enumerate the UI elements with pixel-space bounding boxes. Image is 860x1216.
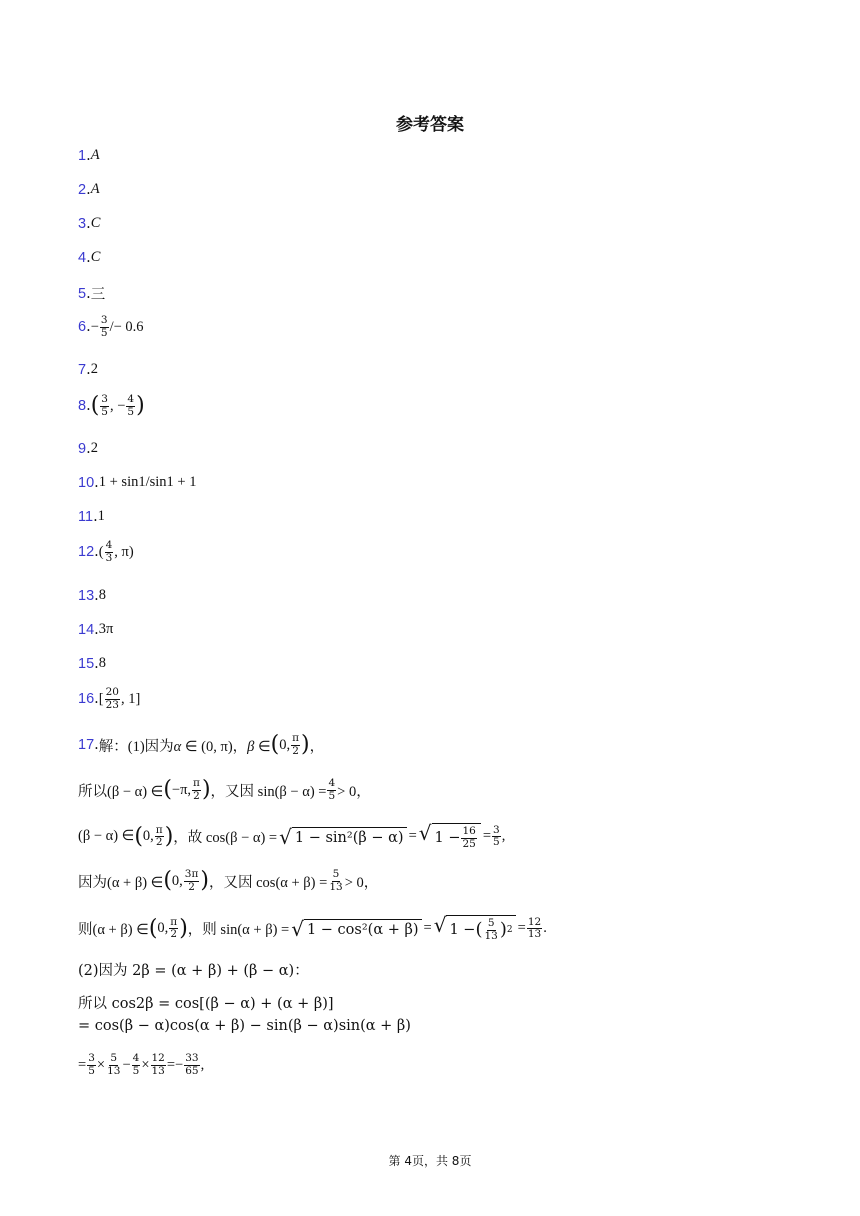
answer-2: 2 . A	[78, 181, 100, 198]
solution-line-8: = cos(β − α)cos(α + β) − sin(β − α)sin(α + β)	[78, 1018, 411, 1034]
page-title: 参考答案	[396, 115, 464, 135]
answer-3: 3 . C	[78, 215, 101, 232]
solution-line-5: 则(α + β) ∈ ( 0, $\frac{\pi}{2}$ ) ，则 sin(α + β) = √ 1 − cos²(α + β) = √ 1 − ( $\frac{5}{13}$ ) 2 = $\frac{12}{13}$ .	[78, 913, 547, 942]
answer-6: 6 . − $\frac{3}{5}$ /− 0.6	[78, 314, 144, 339]
answer-10: 10 . 1 + sin1/sin1 + 1	[78, 474, 197, 491]
answer-7: 7 . 2	[78, 361, 98, 378]
answer-14: 14 . 3π	[78, 621, 114, 638]
solution-line-3: (β − α) ∈ ( 0, $\frac{\pi}{2}$ ) ，故 cos(β − α) = √ 1 − sin²(β − α) = √ 1 − $\frac{16}{25}$ = $\frac{3}{5}$ ,	[78, 821, 506, 850]
answer-15: 15 . 8	[78, 655, 106, 672]
answer-8: 8 . ( $\frac{3}{5}$ , − $\frac{4}{5}$ )	[78, 393, 145, 419]
solution-line-4: 因为(α + β) ∈ ( 0, $\frac{3\pi}{2}$ ) ，又因 cos(α + β) = $\frac{5}{13}$ > 0，	[78, 868, 379, 894]
answer-13: 13 . 8	[78, 587, 106, 604]
solution-line-7: 所以 cos2β = cos[(β − α) + (α + β)]	[78, 996, 334, 1012]
answer-16: 16 . [ $\frac{20}{23}$ , 1]	[78, 686, 141, 711]
answer-11: 11 . 1	[78, 508, 105, 525]
fraction: $\frac{3}{5}$	[100, 314, 108, 339]
answer-4: 4 . C	[78, 249, 101, 266]
answer-9: 9 . 2	[78, 440, 98, 457]
solution-line-6: (2)因为 2β = (α + β) + (β − α)：	[78, 963, 309, 979]
solution-line-2: 所以(β − α) ∈ ( −π, $\frac{\pi}{2}$ ) ，又因 sin(β − α) = $\frac{4}{5}$ > 0，	[78, 777, 371, 803]
answer-12: 12 . ( $\frac{4}{3}$ , π)	[78, 539, 134, 564]
answer-17: 17 . 解：(1)因为 α ∈ (0, π)，β ∈ ( 0, $\frac{\pi}{2}$ ) ，	[78, 732, 325, 758]
page-footer: 第 4页，共 8页	[388, 1154, 472, 1168]
answer-1: 1 . A	[78, 147, 100, 164]
answer-5: 5 . 三	[78, 285, 106, 303]
solution-line-9: = $\frac{3}{5}$ × $\frac{5}{13}$ − $\frac{4}{5}$ × $\frac{12}{13}$ =− $\frac{33}{65}$ ,	[78, 1052, 205, 1077]
